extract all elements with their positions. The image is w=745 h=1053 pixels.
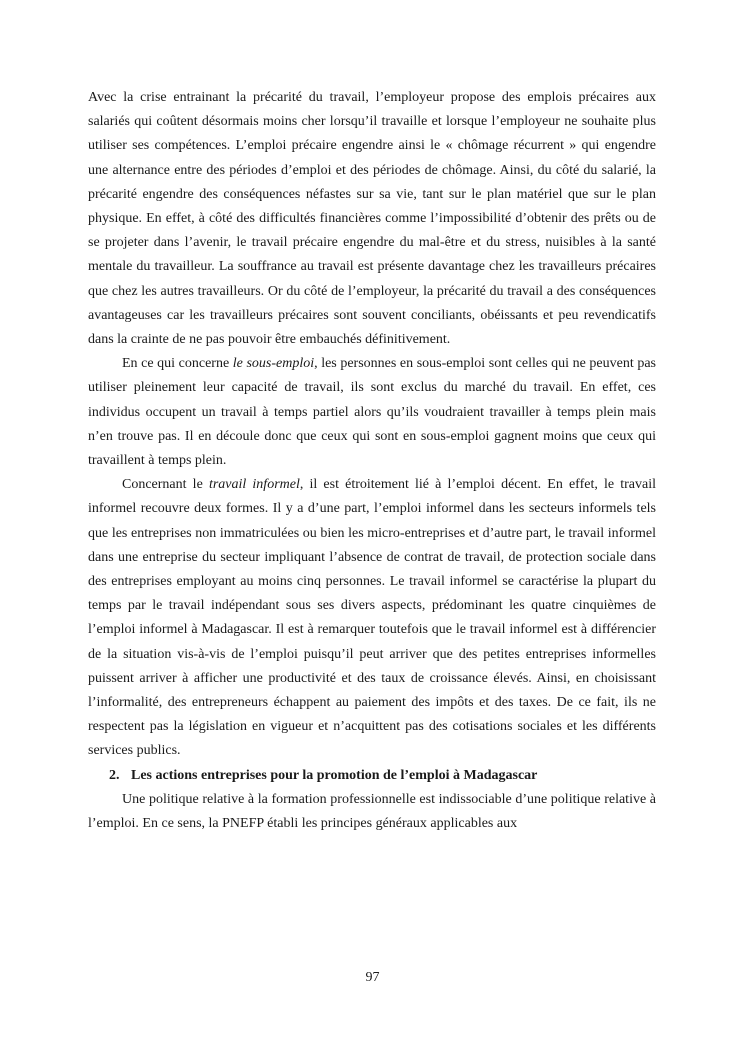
text-run: En ce qui concerne — [122, 356, 233, 372]
italic-term: travail informel — [208, 477, 300, 493]
text-run: , il est étroitement lié à l’emploi décent. En effet, le travail informel recouvre deux formes. Il y a d’une part, l’emploi informel dans les secteurs informels tels que les entreprises non immatriculées ou bien les micro-entreprises et d’autre part, le travail informel dans une entreprise du secteur impliquant l’absence de contrat de travail, de protection sociale dans des entreprises employant au moins cinq personnes. Le travail informel se caractérise la plupart du temps par le travail indépendant sous ses divers aspects, prédominant les quatre cinquièmes de l’emploi informel à Madagascar. Il est à remarquer toutefois que le travail informel est à différencier de la situation vis-à-vis de l’emploi puisqu’il peut arriver que des petites entreprises informelles puissent arriver à afficher une productivité et des taux de croissance élevés. Ainsi, en choisissant l’informalité, des entrepreneurs échappent au paiement des impôts et des taxes. De ce fait, ils ne respectent pas la législation en vigueur et n’acquittent pas des cotisations sociales et les différents services publics. — [88, 477, 657, 759]
body-text — [88, 86, 656, 836]
section-number: 2. — [109, 767, 120, 783]
paragraph-sous-emploi — [88, 352, 656, 473]
paragraph-politique-formation: Une politique relative à la formation professionnelle est indissociable d’une politique relative à l’emploi. En ce sens, la PNEFP établi les principes généraux applicables aux — [88, 791, 656, 832]
section-title: Les actions entreprises pour la promotion de l’emploi à Madagascar — [131, 767, 538, 783]
paragraph-travail-informel — [88, 473, 656, 763]
italic-term: le sous-emploi — [232, 356, 315, 372]
text-run: Avec la crise entrainant la précarité du travail, l’employeur propose des emplois précaires aux salariés qui coûtent désormais moins cher lorsqu’il travaille et lorsque l’employeur ne souhaite plus utiliser ses compétences. L’emploi précaire engendre ainsi le « chômage récurrent » qui engendre une alternance entre des périodes d’emploi et des périodes de chômage. Ainsi, du côté du salarié, la précarité engendre des conséquences néfastes sur sa vie, tant sur le plan matériel que sur le plan physique. En effet, à côté des difficultés financières comme l’impossibilité d’obtenir des prêts ou de se projeter dans l’avenir, le travail précaire engendre du mal-être et du stress, nuisibles à la santé mentale du travailleur. La souffrance au travail est présente davantage chez les travailleurs précaires que chez les autres travailleurs. Or du côté de l’employeur, la précarité du travail a des conséquences avantageuses car les travailleurs précaires sont souvent conciliants, obéissants et peu revendicatifs dans la crainte de ne pas pouvoir être embauchés définitivement. — [88, 90, 656, 348]
paragraph-precarite — [88, 86, 656, 352]
text-run: , les personnes en sous-emploi sont celles qui ne peuvent pas utiliser pleinement leur capacité de travail, ils sont exclus du marché du travail. En effet, ces individus occupent un travail à temps partiel alors qu’ils voudraient travailler à temps plein mais n’en trouve pas. Il en découle donc que ceux qui sont en sous-emploi gagnent moins que ceux qui travaillent à temps plein. — [88, 356, 656, 469]
section-heading — [88, 764, 656, 788]
page-number: 97 — [365, 970, 380, 985]
text-run: Concernant le — [122, 477, 209, 493]
